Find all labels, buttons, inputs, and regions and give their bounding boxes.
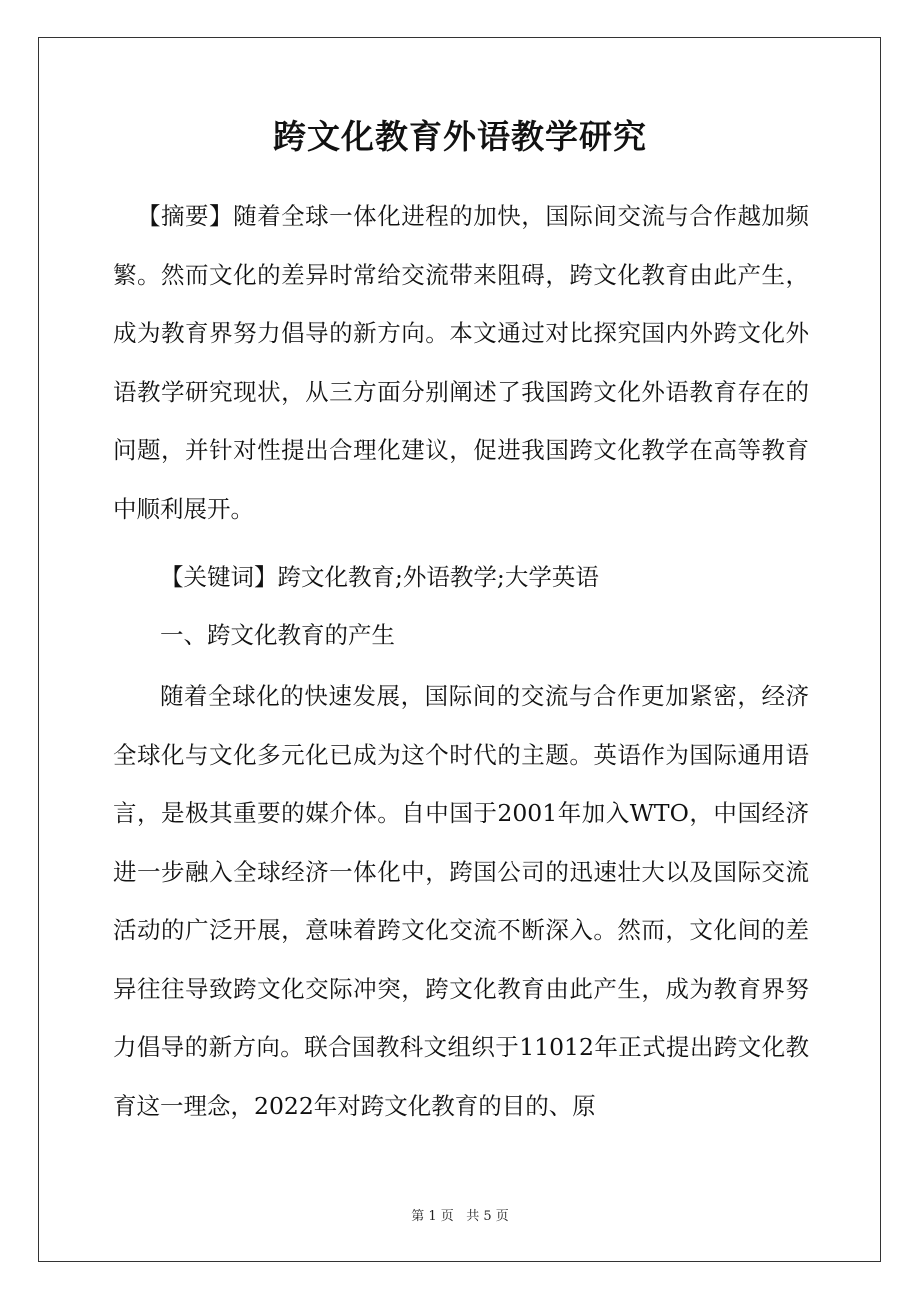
document-title: 跨文化教育外语教学研究: [273, 117, 647, 156]
page-number: 第 1 页: [411, 1209, 454, 1224]
abstract-paragraph: 【摘要】随着全球一体化进程的加快，国际间交流与合作越加频繁。然而文化的差异时常给交流带来阻碍，跨文化教育由此产生，成为教育界努力倡导的新方向。本文通过对比探究国内外跨文化外语教学研究现状，从三方面分别阐述了我国跨文化外语教育存在的问题，并针对性提出合理化建议，促进我国跨文化教学在高等教育中顺利展开。: [113, 202, 809, 523]
body-paragraph: 随着全球化的快速发展，国际间的交流与合作更加紧密，经济全球化与文化多元化已成为这个时代的主题。英语作为国际通用语言，是极其重要的媒介体。自中国于2001年加入WTO，中国经济进一步融入全球经济一体化中，跨国公司的迅速壮大以及国际交流活动的广泛开展，意味着跨文化交流不断深入。然而，文化间的差异往往导致跨文化交际冲突，跨文化教育由此产生，成为教育界努力倡导的新方向。联合国教科文组织于11012年正式提出跨文化教育这一理念，2022年对跨文化教育的目的、原: [113, 682, 809, 1120]
page-footer: [0, 1208, 920, 1226]
section-heading: 一、跨文化教育的产生: [160, 621, 395, 649]
keywords-line: 【关键词】跨文化教育;外语教学;大学英语: [160, 563, 599, 591]
total-pages: 共 5 页: [466, 1209, 509, 1224]
